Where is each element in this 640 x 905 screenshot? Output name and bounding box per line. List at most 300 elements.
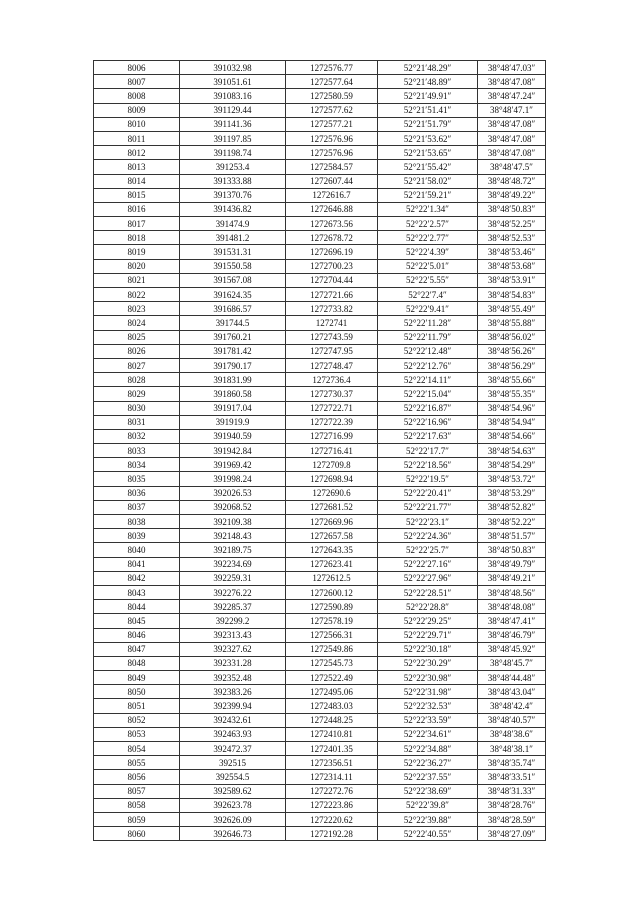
table-row [94,600,546,614]
y-coordinate-cell: 1272646.88 [286,202,378,216]
y-coordinate-cell: 1272709.8 [286,458,378,472]
x-coordinate-cell: 391998.24 [180,472,286,486]
point-number-cell: 8058 [94,798,180,812]
longitude-cell: 38°48′50.83″ [478,202,546,216]
point-number-cell: 8021 [94,273,180,287]
latitude-cell: 52°22′39.88″ [378,812,478,826]
y-coordinate-cell: 1272522.49 [286,671,378,685]
longitude-cell: 38°48′54.83″ [478,288,546,302]
longitude-cell: 38°48′44.48″ [478,671,546,685]
longitude-cell: 38°48′55.49″ [478,302,546,316]
longitude-cell: 38°48′56.26″ [478,344,546,358]
longitude-cell: 38°48′42.4″ [478,699,546,713]
x-coordinate-cell: 392285.37 [180,600,286,614]
latitude-cell: 52°22′18.56″ [378,458,478,472]
table-row [94,316,546,330]
y-coordinate-cell: 1272696.19 [286,245,378,259]
y-coordinate-cell: 1272580.59 [286,89,378,103]
point-number-cell: 8048 [94,656,180,670]
y-coordinate-cell: 1272741 [286,316,378,330]
x-coordinate-cell: 391781.42 [180,344,286,358]
longitude-cell: 38°48′54.66″ [478,429,546,443]
x-coordinate-cell: 392276.22 [180,585,286,599]
y-coordinate-cell: 1272698.94 [286,472,378,486]
longitude-cell: 38°48′40.57″ [478,713,546,727]
table-row [94,89,546,103]
y-coordinate-cell: 1272722.71 [286,401,378,415]
table-row [94,756,546,770]
table-row [94,273,546,287]
longitude-cell: 38°48′47.08″ [478,146,546,160]
latitude-cell: 52°22′4.39″ [378,245,478,259]
y-coordinate-cell: 1272356.51 [286,756,378,770]
x-coordinate-cell: 392331.28 [180,656,286,670]
point-number-cell: 8014 [94,174,180,188]
point-number-cell: 8037 [94,500,180,514]
latitude-cell: 52°22′15.04″ [378,387,478,401]
longitude-cell: 38°48′45.7″ [478,656,546,670]
point-number-cell: 8019 [94,245,180,259]
x-coordinate-cell: 391032.98 [180,61,286,75]
longitude-cell: 38°48′52.53″ [478,231,546,245]
table-row [94,713,546,727]
x-coordinate-cell: 392589.62 [180,784,286,798]
table-row [94,401,546,415]
x-coordinate-cell: 392189.75 [180,543,286,557]
longitude-cell: 38°48′49.22″ [478,188,546,202]
x-coordinate-cell: 391141.36 [180,117,286,131]
latitude-cell: 52°22′33.59″ [378,713,478,727]
latitude-cell: 52°21′51.79″ [378,117,478,131]
y-coordinate-cell: 1272716.41 [286,444,378,458]
latitude-cell: 52°22′16.87″ [378,401,478,415]
y-coordinate-cell: 1272748.47 [286,358,378,372]
point-number-cell: 8012 [94,146,180,160]
table-row [94,656,546,670]
y-coordinate-cell: 1272483.03 [286,699,378,713]
x-coordinate-cell: 392026.53 [180,486,286,500]
longitude-cell: 38°48′45.92″ [478,642,546,656]
y-coordinate-cell: 1272577.21 [286,117,378,131]
latitude-cell: 52°22′21.77″ [378,500,478,514]
x-coordinate-cell: 392234.69 [180,557,286,571]
longitude-cell: 38°48′47.1″ [478,103,546,117]
x-coordinate-cell: 391436.82 [180,202,286,216]
x-coordinate-cell: 391474.9 [180,217,286,231]
latitude-cell: 52°22′20.41″ [378,486,478,500]
x-coordinate-cell: 392623.78 [180,798,286,812]
point-number-cell: 8042 [94,571,180,585]
latitude-cell: 52°22′27.96″ [378,571,478,585]
x-coordinate-cell: 391253.4 [180,160,286,174]
latitude-cell: 52°22′28.8″ [378,600,478,614]
latitude-cell: 52°22′7.4″ [378,288,478,302]
latitude-cell: 52°22′12.76″ [378,358,478,372]
y-coordinate-cell: 1272623.41 [286,557,378,571]
x-coordinate-cell: 392554.5 [180,770,286,784]
latitude-cell: 52°22′2.57″ [378,217,478,231]
table-row [94,217,546,231]
longitude-cell: 38°48′27.09″ [478,827,546,841]
longitude-cell: 38°48′38.1″ [478,742,546,756]
table-row [94,812,546,826]
latitude-cell: 52°21′49.91″ [378,89,478,103]
latitude-cell: 52°22′9.41″ [378,302,478,316]
y-coordinate-cell: 1272577.64 [286,75,378,89]
table-row [94,103,546,117]
x-coordinate-cell: 391370.76 [180,188,286,202]
table-row [94,117,546,131]
table-row [94,472,546,486]
x-coordinate-cell: 392399.94 [180,699,286,713]
point-number-cell: 8046 [94,628,180,642]
longitude-cell: 38°48′53.68″ [478,259,546,273]
point-number-cell: 8018 [94,231,180,245]
point-number-cell: 8017 [94,217,180,231]
x-coordinate-cell: 391860.58 [180,387,286,401]
y-coordinate-cell: 1272743.59 [286,330,378,344]
latitude-cell: 52°22′17.63″ [378,429,478,443]
table-row [94,160,546,174]
y-coordinate-cell: 1272607.44 [286,174,378,188]
latitude-cell: 52°21′59.21″ [378,188,478,202]
longitude-cell: 38°48′48.08″ [478,600,546,614]
point-number-cell: 8038 [94,515,180,529]
point-number-cell: 8023 [94,302,180,316]
x-coordinate-cell: 391481.2 [180,231,286,245]
point-number-cell: 8010 [94,117,180,131]
longitude-cell: 38°48′52.25″ [478,217,546,231]
table-row [94,358,546,372]
x-coordinate-cell: 392432.61 [180,713,286,727]
y-coordinate-cell: 1272223.86 [286,798,378,812]
table-row [94,302,546,316]
x-coordinate-cell: 392352.48 [180,671,286,685]
table-row [94,685,546,699]
point-number-cell: 8052 [94,713,180,727]
longitude-cell: 38°48′54.94″ [478,415,546,429]
x-coordinate-cell: 392068.52 [180,500,286,514]
point-number-cell: 8039 [94,529,180,543]
table-row [94,174,546,188]
table-row [94,770,546,784]
y-coordinate-cell: 1272401.35 [286,742,378,756]
latitude-cell: 52°22′30.98″ [378,671,478,685]
latitude-cell: 52°22′17.7″ [378,444,478,458]
y-coordinate-cell: 1272716.99 [286,429,378,443]
latitude-cell: 52°22′32.53″ [378,699,478,713]
table-row [94,628,546,642]
table-row [94,202,546,216]
point-number-cell: 8057 [94,784,180,798]
longitude-cell: 38°48′54.96″ [478,401,546,415]
x-coordinate-cell: 392383.26 [180,685,286,699]
point-number-cell: 8041 [94,557,180,571]
x-coordinate-cell: 391919.9 [180,415,286,429]
table-row [94,444,546,458]
point-number-cell: 8051 [94,699,180,713]
latitude-cell: 52°22′2.77″ [378,231,478,245]
latitude-cell: 52°22′36.27″ [378,756,478,770]
point-number-cell: 8030 [94,401,180,415]
longitude-cell: 38°48′52.22″ [478,515,546,529]
y-coordinate-cell: 1272576.96 [286,146,378,160]
x-coordinate-cell: 391129.44 [180,103,286,117]
point-number-cell: 8008 [94,89,180,103]
point-number-cell: 8053 [94,727,180,741]
y-coordinate-cell: 1272410.81 [286,727,378,741]
y-coordinate-cell: 1272673.56 [286,217,378,231]
latitude-cell: 52°22′39.8″ [378,798,478,812]
coordinates-table-body [94,61,546,841]
latitude-cell: 52°22′28.51″ [378,585,478,599]
point-number-cell: 8029 [94,387,180,401]
table-row [94,146,546,160]
y-coordinate-cell: 1272584.57 [286,160,378,174]
point-number-cell: 8054 [94,742,180,756]
table-row [94,585,546,599]
y-coordinate-cell: 1272314.11 [286,770,378,784]
y-coordinate-cell: 1272549.86 [286,642,378,656]
y-coordinate-cell: 1272545.73 [286,656,378,670]
latitude-cell: 52°22′5.01″ [378,259,478,273]
longitude-cell: 38°48′53.29″ [478,486,546,500]
longitude-cell: 38°48′28.59″ [478,812,546,826]
point-number-cell: 8059 [94,812,180,826]
x-coordinate-cell: 392646.73 [180,827,286,841]
longitude-cell: 38°48′53.46″ [478,245,546,259]
y-coordinate-cell: 1272643.35 [286,543,378,557]
y-coordinate-cell: 1272657.58 [286,529,378,543]
longitude-cell: 38°48′56.02″ [478,330,546,344]
point-number-cell: 8007 [94,75,180,89]
latitude-cell: 52°22′37.55″ [378,770,478,784]
longitude-cell: 38°48′53.72″ [478,472,546,486]
x-coordinate-cell: 391686.57 [180,302,286,316]
point-number-cell: 8032 [94,429,180,443]
table-row [94,486,546,500]
longitude-cell: 38°48′54.29″ [478,458,546,472]
x-coordinate-cell: 391790.17 [180,358,286,372]
point-number-cell: 8034 [94,458,180,472]
point-number-cell: 8022 [94,288,180,302]
table-row [94,373,546,387]
table-row [94,415,546,429]
point-number-cell: 8028 [94,373,180,387]
point-number-cell: 8024 [94,316,180,330]
y-coordinate-cell: 1272736.4 [286,373,378,387]
x-coordinate-cell: 391831.99 [180,373,286,387]
x-coordinate-cell: 391550.58 [180,259,286,273]
x-coordinate-cell: 391744.5 [180,316,286,330]
y-coordinate-cell: 1272578.19 [286,614,378,628]
longitude-cell: 38°48′33.51″ [478,770,546,784]
point-number-cell: 8049 [94,671,180,685]
table-row [94,571,546,585]
table-row [94,557,546,571]
table-row [94,614,546,628]
point-number-cell: 8015 [94,188,180,202]
longitude-cell: 38°48′47.5″ [478,160,546,174]
x-coordinate-cell: 391051.61 [180,75,286,89]
table-row [94,61,546,75]
y-coordinate-cell: 1272616.7 [286,188,378,202]
table-row [94,288,546,302]
point-number-cell: 8035 [94,472,180,486]
latitude-cell: 52°22′34.61″ [378,727,478,741]
table-row [94,330,546,344]
longitude-cell: 38°48′47.08″ [478,75,546,89]
y-coordinate-cell: 1272690.6 [286,486,378,500]
x-coordinate-cell: 392259.31 [180,571,286,585]
y-coordinate-cell: 1272612.5 [286,571,378,585]
y-coordinate-cell: 1272272.76 [286,784,378,798]
latitude-cell: 52°22′30.29″ [378,656,478,670]
y-coordinate-cell: 1272700.23 [286,259,378,273]
x-coordinate-cell: 391760.21 [180,330,286,344]
latitude-cell: 52°22′25.7″ [378,543,478,557]
longitude-cell: 38°48′55.66″ [478,373,546,387]
x-coordinate-cell: 392148.43 [180,529,286,543]
x-coordinate-cell: 392472.37 [180,742,286,756]
latitude-cell: 52°22′1.34″ [378,202,478,216]
x-coordinate-cell: 392327.62 [180,642,286,656]
x-coordinate-cell: 392313.43 [180,628,286,642]
table-row [94,500,546,514]
latitude-cell: 52°22′23.1″ [378,515,478,529]
longitude-cell: 38°48′49.79″ [478,557,546,571]
longitude-cell: 38°48′47.08″ [478,117,546,131]
point-number-cell: 8011 [94,131,180,145]
point-number-cell: 8027 [94,358,180,372]
longitude-cell: 38°48′48.72″ [478,174,546,188]
latitude-cell: 52°21′58.02″ [378,174,478,188]
point-number-cell: 8040 [94,543,180,557]
longitude-cell: 38°48′55.35″ [478,387,546,401]
longitude-cell: 38°48′54.63″ [478,444,546,458]
latitude-cell: 52°21′48.89″ [378,75,478,89]
point-number-cell: 8047 [94,642,180,656]
point-number-cell: 8013 [94,160,180,174]
longitude-cell: 38°48′48.56″ [478,585,546,599]
point-number-cell: 8045 [94,614,180,628]
y-coordinate-cell: 1272600.12 [286,585,378,599]
x-coordinate-cell: 391942.84 [180,444,286,458]
table-row [94,642,546,656]
latitude-cell: 52°22′12.48″ [378,344,478,358]
x-coordinate-cell: 391197.85 [180,131,286,145]
point-number-cell: 8060 [94,827,180,841]
latitude-cell: 52°22′16.96″ [378,415,478,429]
y-coordinate-cell: 1272220.62 [286,812,378,826]
x-coordinate-cell: 391333.88 [180,174,286,188]
y-coordinate-cell: 1272721.66 [286,288,378,302]
y-coordinate-cell: 1272448.25 [286,713,378,727]
point-number-cell: 8056 [94,770,180,784]
longitude-cell: 38°48′46.79″ [478,628,546,642]
point-number-cell: 8044 [94,600,180,614]
x-coordinate-cell: 392463.93 [180,727,286,741]
point-number-cell: 8006 [94,61,180,75]
latitude-cell: 52°21′55.42″ [378,160,478,174]
longitude-cell: 38°48′47.24″ [478,89,546,103]
longitude-cell: 38°48′52.82″ [478,500,546,514]
y-coordinate-cell: 1272566.31 [286,628,378,642]
table-row [94,727,546,741]
y-coordinate-cell: 1272747.95 [286,344,378,358]
latitude-cell: 52°22′14.11″ [378,373,478,387]
y-coordinate-cell: 1272192.28 [286,827,378,841]
y-coordinate-cell: 1272722.39 [286,415,378,429]
y-coordinate-cell: 1272733.82 [286,302,378,316]
point-number-cell: 8036 [94,486,180,500]
latitude-cell: 52°21′48.29″ [378,61,478,75]
x-coordinate-cell: 391917.04 [180,401,286,415]
latitude-cell: 52°22′38.69″ [378,784,478,798]
table-row [94,259,546,273]
coordinates-table [93,60,546,841]
latitude-cell: 52°22′5.55″ [378,273,478,287]
latitude-cell: 52°22′11.79″ [378,330,478,344]
point-number-cell: 8050 [94,685,180,699]
longitude-cell: 38°48′47.03″ [478,61,546,75]
latitude-cell: 52°22′11.28″ [378,316,478,330]
y-coordinate-cell: 1272576.77 [286,61,378,75]
x-coordinate-cell: 391969.42 [180,458,286,472]
table-row [94,458,546,472]
x-coordinate-cell: 391567.08 [180,273,286,287]
longitude-cell: 38°48′55.88″ [478,316,546,330]
y-coordinate-cell: 1272576.96 [286,131,378,145]
point-number-cell: 8020 [94,259,180,273]
x-coordinate-cell: 391624.35 [180,288,286,302]
latitude-cell: 52°22′29.25″ [378,614,478,628]
x-coordinate-cell: 392626.09 [180,812,286,826]
y-coordinate-cell: 1272730.37 [286,387,378,401]
longitude-cell: 38°48′31.33″ [478,784,546,798]
table-row [94,798,546,812]
latitude-cell: 52°21′53.65″ [378,146,478,160]
table-row [94,75,546,89]
point-number-cell: 8025 [94,330,180,344]
table-row [94,742,546,756]
y-coordinate-cell: 1272669.96 [286,515,378,529]
table-row [94,429,546,443]
table-row [94,515,546,529]
longitude-cell: 38°48′47.41″ [478,614,546,628]
y-coordinate-cell: 1272678.72 [286,231,378,245]
table-row [94,245,546,259]
table-row [94,387,546,401]
x-coordinate-cell: 391083.16 [180,89,286,103]
point-number-cell: 8016 [94,202,180,216]
table-row [94,231,546,245]
latitude-cell: 52°21′51.41″ [378,103,478,117]
longitude-cell: 38°48′43.04″ [478,685,546,699]
table-row [94,529,546,543]
point-number-cell: 8009 [94,103,180,117]
table-row [94,543,546,557]
latitude-cell: 52°22′29.71″ [378,628,478,642]
point-number-cell: 8055 [94,756,180,770]
point-number-cell: 8031 [94,415,180,429]
y-coordinate-cell: 1272577.62 [286,103,378,117]
table-row [94,827,546,841]
latitude-cell: 52°22′24.36″ [378,529,478,543]
point-number-cell: 8033 [94,444,180,458]
table-row [94,699,546,713]
latitude-cell: 52°21′53.62″ [378,131,478,145]
